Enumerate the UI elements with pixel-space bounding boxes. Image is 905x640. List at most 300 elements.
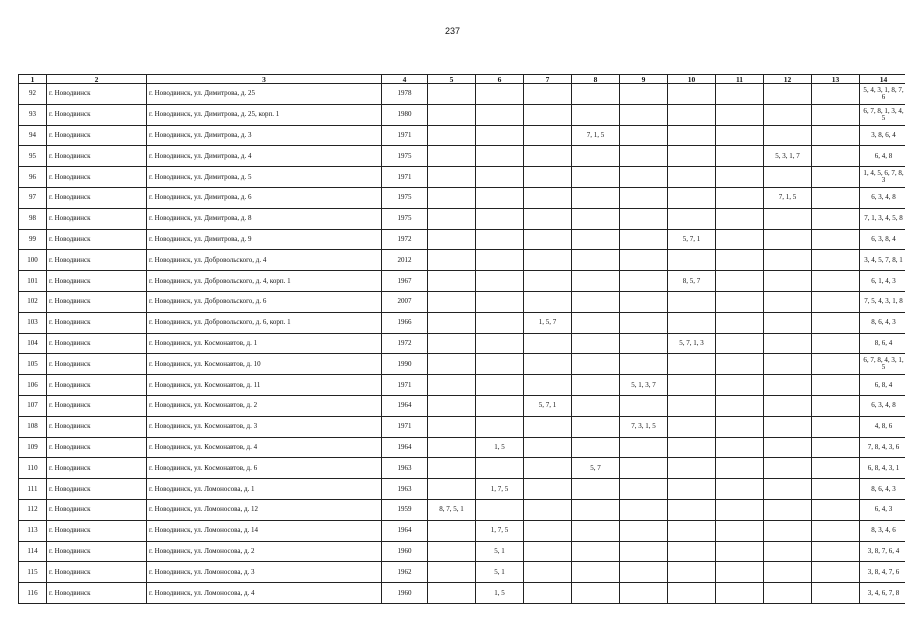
table-cell: 6, 7, 8, 4, 3, 1, 5 [860, 354, 905, 375]
table-cell [476, 208, 524, 229]
column-header: 14 [860, 75, 905, 84]
table-cell: г. Новодвинск [47, 229, 147, 250]
table-cell [524, 499, 572, 520]
table-cell: 96 [19, 167, 47, 188]
table-cell: 1, 5, 7 [524, 312, 572, 333]
table-cell: 5, 7, 1, 3 [668, 333, 716, 354]
column-header: 5 [428, 75, 476, 84]
table-cell: 6, 8, 4, 3, 1 [860, 458, 905, 479]
table-cell [716, 250, 764, 271]
table-cell [524, 458, 572, 479]
table-cell [476, 375, 524, 396]
table-cell: 2007 [382, 291, 428, 312]
table-cell [476, 458, 524, 479]
table-cell: г. Новодвинск, ул. Ломоносова, д. 14 [147, 520, 382, 541]
table-cell [524, 333, 572, 354]
table-cell [620, 291, 668, 312]
table-cell [476, 312, 524, 333]
table-cell: 7, 3, 1, 5 [620, 416, 668, 437]
table-cell [572, 583, 620, 604]
table-cell [716, 437, 764, 458]
table-cell [428, 250, 476, 271]
table-cell [620, 312, 668, 333]
table-cell: г. Новодвинск [47, 84, 147, 105]
table-cell [524, 416, 572, 437]
table-cell: г. Новодвинск [47, 395, 147, 416]
table-cell: г. Новодвинск [47, 125, 147, 146]
table-cell: г. Новодвинск, ул. Добровольского, д. 4 [147, 250, 382, 271]
table-cell: 6, 3, 4, 8 [860, 187, 905, 208]
table-cell [620, 437, 668, 458]
table-cell: 1971 [382, 375, 428, 396]
table-cell [428, 541, 476, 562]
table-cell [764, 583, 812, 604]
table-cell [620, 479, 668, 500]
table-row [19, 291, 905, 312]
table-cell [572, 250, 620, 271]
column-header: 4 [382, 75, 428, 84]
table-cell [620, 146, 668, 167]
table-cell: г. Новодвинск, ул. Димитрова, д. 9 [147, 229, 382, 250]
table-cell [668, 499, 716, 520]
table-cell: 6, 8, 4 [860, 375, 905, 396]
table-cell [716, 84, 764, 105]
table-cell: 1, 7, 5 [476, 479, 524, 500]
table-cell: г. Новодвинск [47, 271, 147, 292]
table-cell [572, 208, 620, 229]
table-cell [764, 416, 812, 437]
table-cell [524, 208, 572, 229]
table-cell [428, 167, 476, 188]
table-cell: 1975 [382, 146, 428, 167]
table-cell: 95 [19, 146, 47, 167]
table-cell [524, 229, 572, 250]
table-row [19, 375, 905, 396]
table-cell: г. Новодвинск, ул. Космонавтов, д. 10 [147, 354, 382, 375]
table-cell [476, 125, 524, 146]
table-cell: г. Новодвинск [47, 458, 147, 479]
table-cell: г. Новодвинск, ул. Космонавтов, д. 2 [147, 395, 382, 416]
table-row [19, 312, 905, 333]
table-cell [812, 104, 860, 125]
table-cell [428, 583, 476, 604]
table-row [19, 208, 905, 229]
table-cell [620, 229, 668, 250]
table-cell [620, 84, 668, 105]
table-cell [524, 541, 572, 562]
table-cell [764, 312, 812, 333]
table-cell [668, 520, 716, 541]
table-cell [428, 395, 476, 416]
table-cell [620, 208, 668, 229]
table-cell [620, 250, 668, 271]
table-cell [572, 187, 620, 208]
table-cell [716, 479, 764, 500]
table-cell [524, 354, 572, 375]
table-cell [428, 229, 476, 250]
table-cell: 1963 [382, 458, 428, 479]
table-cell [716, 167, 764, 188]
table-cell [716, 520, 764, 541]
table-cell [428, 291, 476, 312]
table-cell [716, 229, 764, 250]
table-cell [668, 125, 716, 146]
table-cell [428, 458, 476, 479]
table-cell: 1960 [382, 541, 428, 562]
table-cell: 97 [19, 187, 47, 208]
table-cell: 7, 5, 4, 3, 1, 8 [860, 291, 905, 312]
table-cell: г. Новодвинск [47, 312, 147, 333]
table-cell [764, 479, 812, 500]
table-cell [764, 291, 812, 312]
table-cell [572, 312, 620, 333]
table-cell: 1964 [382, 395, 428, 416]
table-cell [764, 125, 812, 146]
table-cell [428, 84, 476, 105]
table-row [19, 84, 905, 105]
table-cell [572, 541, 620, 562]
table-cell [428, 520, 476, 541]
table-cell [812, 312, 860, 333]
table-cell: г. Новодвинск [47, 520, 147, 541]
table-cell: 107 [19, 395, 47, 416]
table-cell [620, 395, 668, 416]
table-cell [620, 187, 668, 208]
table-cell [812, 291, 860, 312]
table-row [19, 250, 905, 271]
table-cell [716, 312, 764, 333]
table-cell [524, 271, 572, 292]
table-cell [476, 354, 524, 375]
table-cell: 2012 [382, 250, 428, 271]
table-cell [668, 541, 716, 562]
table-cell [812, 458, 860, 479]
table-cell: 5, 1, 3, 7 [620, 375, 668, 396]
table-cell [668, 312, 716, 333]
data-table [18, 74, 905, 604]
table-row [19, 187, 905, 208]
table-cell [620, 562, 668, 583]
table-cell [668, 395, 716, 416]
table-cell [572, 479, 620, 500]
table-cell [524, 375, 572, 396]
table-cell: 6, 4, 3 [860, 499, 905, 520]
table-cell: г. Новодвинск [47, 208, 147, 229]
table-row [19, 229, 905, 250]
column-header: 10 [668, 75, 716, 84]
table-cell: 1, 7, 5 [476, 520, 524, 541]
table-row [19, 125, 905, 146]
table-cell: 5, 4, 3, 1, 8, 7, 6 [860, 84, 905, 105]
table-cell: 8, 6, 4 [860, 333, 905, 354]
table-cell: 3, 8, 7, 6, 4 [860, 541, 905, 562]
table-cell: 7, 1, 5 [764, 187, 812, 208]
table-cell [476, 146, 524, 167]
table-cell [812, 479, 860, 500]
table-cell [476, 395, 524, 416]
table-row [19, 354, 905, 375]
table-cell [668, 375, 716, 396]
table-cell [572, 146, 620, 167]
table-cell [428, 104, 476, 125]
table-cell [764, 437, 812, 458]
table-cell [668, 416, 716, 437]
table-cell [572, 291, 620, 312]
table-cell [668, 458, 716, 479]
table-cell [812, 333, 860, 354]
table-cell [764, 520, 812, 541]
table-cell [716, 562, 764, 583]
table-cell [716, 291, 764, 312]
table-cell: г. Новодвинск, ул. Димитрова, д. 6 [147, 187, 382, 208]
table-cell: 115 [19, 562, 47, 583]
table-cell: г. Новодвинск, ул. Космонавтов, д. 1 [147, 333, 382, 354]
table-cell [764, 562, 812, 583]
table-cell [812, 395, 860, 416]
table-cell [812, 375, 860, 396]
table-cell: 111 [19, 479, 47, 500]
table-cell: г. Новодвинск, ул. Ломоносова, д. 1 [147, 479, 382, 500]
table-cell [524, 84, 572, 105]
table-cell: г. Новодвинск [47, 375, 147, 396]
table-cell [428, 354, 476, 375]
table-cell [524, 479, 572, 500]
table-cell [716, 125, 764, 146]
table-cell [428, 437, 476, 458]
table-cell: г. Новодвинск [47, 416, 147, 437]
table-cell: 1972 [382, 229, 428, 250]
table-cell: 105 [19, 354, 47, 375]
table-cell [668, 167, 716, 188]
table-cell: 6, 4, 8 [860, 146, 905, 167]
table-cell [428, 479, 476, 500]
table-cell [764, 104, 812, 125]
table-cell: г. Новодвинск, ул. Димитрова, д. 5 [147, 167, 382, 188]
table-cell [764, 499, 812, 520]
table-cell: г. Новодвинск, ул. Ломоносова, д. 12 [147, 499, 382, 520]
table-cell [428, 562, 476, 583]
table-cell [764, 541, 812, 562]
table-cell: г. Новодвинск, ул. Димитрова, д. 25, корп. 1 [147, 104, 382, 125]
table-cell: г. Новодвинск, ул. Димитрова, д. 25 [147, 84, 382, 105]
table-cell [620, 125, 668, 146]
table-cell: 1, 5 [476, 583, 524, 604]
table-row [19, 416, 905, 437]
table-cell: г. Новодвинск [47, 354, 147, 375]
table-cell [668, 146, 716, 167]
table-row [19, 271, 905, 292]
table-cell [764, 375, 812, 396]
table-cell [668, 291, 716, 312]
table-cell [716, 208, 764, 229]
table-row [19, 499, 905, 520]
table-cell: 6, 3, 4, 8 [860, 395, 905, 416]
table-cell: 1971 [382, 167, 428, 188]
table-cell [764, 250, 812, 271]
page-number: 237 [444, 26, 461, 36]
table-cell [812, 229, 860, 250]
table-cell: г. Новодвинск [47, 146, 147, 167]
table-cell [524, 520, 572, 541]
table-cell [764, 229, 812, 250]
table-cell: 8, 6, 4, 3 [860, 312, 905, 333]
table-cell: 116 [19, 583, 47, 604]
table-row [19, 146, 905, 167]
table-cell: г. Новодвинск, ул. Космонавтов, д. 11 [147, 375, 382, 396]
table-cell [716, 458, 764, 479]
table-cell: 1971 [382, 125, 428, 146]
table-cell [812, 187, 860, 208]
table-cell [524, 291, 572, 312]
table-cell: 98 [19, 208, 47, 229]
table-cell [812, 271, 860, 292]
table-cell: 103 [19, 312, 47, 333]
table-cell: г. Новодвинск [47, 250, 147, 271]
table-cell: г. Новодвинск, ул. Ломоносова, д. 3 [147, 562, 382, 583]
table-cell [812, 562, 860, 583]
table-cell [620, 541, 668, 562]
table-cell: 1962 [382, 562, 428, 583]
table-cell: 3, 8, 6, 4 [860, 125, 905, 146]
table-cell [524, 437, 572, 458]
table-cell: 6, 3, 8, 4 [860, 229, 905, 250]
table-cell [428, 146, 476, 167]
table-cell [572, 229, 620, 250]
table-cell: г. Новодвинск, ул. Ломоносова, д. 2 [147, 541, 382, 562]
table-cell: 106 [19, 375, 47, 396]
table-cell: г. Новодвинск [47, 333, 147, 354]
table-cell [524, 146, 572, 167]
table-cell [620, 583, 668, 604]
table-cell [476, 229, 524, 250]
table-cell: г. Новодвинск, ул. Димитрова, д. 4 [147, 146, 382, 167]
table-cell [812, 416, 860, 437]
table-cell: 5, 7, 1 [668, 229, 716, 250]
table-cell: 1967 [382, 271, 428, 292]
table-cell: г. Новодвинск, ул. Космонавтов, д. 4 [147, 437, 382, 458]
table-cell: г. Новодвинск, ул. Космонавтов, д. 6 [147, 458, 382, 479]
table-cell: 3, 8, 4, 7, 6 [860, 562, 905, 583]
table-cell [812, 541, 860, 562]
table-cell: 1964 [382, 520, 428, 541]
table-cell [476, 187, 524, 208]
table-cell: г. Новодвинск, ул. Добровольского, д. 6 [147, 291, 382, 312]
table-cell [764, 333, 812, 354]
table-cell: 92 [19, 84, 47, 105]
table-cell [476, 416, 524, 437]
table-cell: 5, 7, 1 [524, 395, 572, 416]
table-cell: 1975 [382, 208, 428, 229]
table-cell: 1964 [382, 437, 428, 458]
table-cell: 101 [19, 271, 47, 292]
table-cell [524, 187, 572, 208]
table-cell: 1971 [382, 416, 428, 437]
table-cell: 102 [19, 291, 47, 312]
table-cell [620, 104, 668, 125]
table-cell: 104 [19, 333, 47, 354]
column-header: 13 [812, 75, 860, 84]
table-cell: 3, 4, 5, 7, 8, 1 [860, 250, 905, 271]
table-cell [668, 562, 716, 583]
table-cell: 109 [19, 437, 47, 458]
table-cell [812, 208, 860, 229]
table-cell [524, 104, 572, 125]
table-cell [428, 271, 476, 292]
table-cell [524, 167, 572, 188]
table-cell: 5, 1 [476, 562, 524, 583]
table-cell [572, 271, 620, 292]
table-cell [812, 146, 860, 167]
table-cell [716, 375, 764, 396]
table-cell [476, 84, 524, 105]
table-cell [476, 499, 524, 520]
table-cell [572, 354, 620, 375]
table-cell: 1966 [382, 312, 428, 333]
table-cell [716, 271, 764, 292]
table-cell: г. Новодвинск, ул. Димитрова, д. 8 [147, 208, 382, 229]
column-header: 7 [524, 75, 572, 84]
table-cell [620, 354, 668, 375]
table-cell [764, 208, 812, 229]
table-cell: 113 [19, 520, 47, 541]
table-cell [476, 250, 524, 271]
table-cell: г. Новодвинск, ул. Димитрова, д. 3 [147, 125, 382, 146]
table-cell: г. Новодвинск [47, 187, 147, 208]
table-cell [572, 333, 620, 354]
table-row [19, 541, 905, 562]
table-cell: 1960 [382, 583, 428, 604]
table-cell: г. Новодвинск, ул. Космонавтов, д. 3 [147, 416, 382, 437]
table-row [19, 104, 905, 125]
table-cell [668, 437, 716, 458]
table-cell [476, 271, 524, 292]
table-cell: г. Новодвинск [47, 437, 147, 458]
table-cell: 8, 3, 4, 6 [860, 520, 905, 541]
table-cell: 7, 1, 5 [572, 125, 620, 146]
table-cell [572, 104, 620, 125]
table-cell [764, 167, 812, 188]
table-cell: 1990 [382, 354, 428, 375]
table-cell: 112 [19, 499, 47, 520]
table-row [19, 562, 905, 583]
table-cell: 100 [19, 250, 47, 271]
table-cell [716, 395, 764, 416]
table-cell: 8, 6, 4, 3 [860, 479, 905, 500]
table-body [19, 84, 905, 604]
column-header: 9 [620, 75, 668, 84]
table-cell [524, 125, 572, 146]
table-row [19, 583, 905, 604]
table-cell [812, 167, 860, 188]
table-cell: г. Новодвинск [47, 541, 147, 562]
table-cell [428, 125, 476, 146]
table-cell: 94 [19, 125, 47, 146]
table-cell: г. Новодвинск [47, 167, 147, 188]
table-cell: г. Новодвинск [47, 291, 147, 312]
table-cell [572, 499, 620, 520]
table-cell [428, 333, 476, 354]
table-cell [812, 125, 860, 146]
table-cell [764, 271, 812, 292]
column-header: 8 [572, 75, 620, 84]
table-cell [668, 84, 716, 105]
table-cell [572, 167, 620, 188]
table-cell [524, 250, 572, 271]
table-cell [668, 104, 716, 125]
table-cell: 1, 5 [476, 437, 524, 458]
table-cell [572, 84, 620, 105]
table-cell: 110 [19, 458, 47, 479]
